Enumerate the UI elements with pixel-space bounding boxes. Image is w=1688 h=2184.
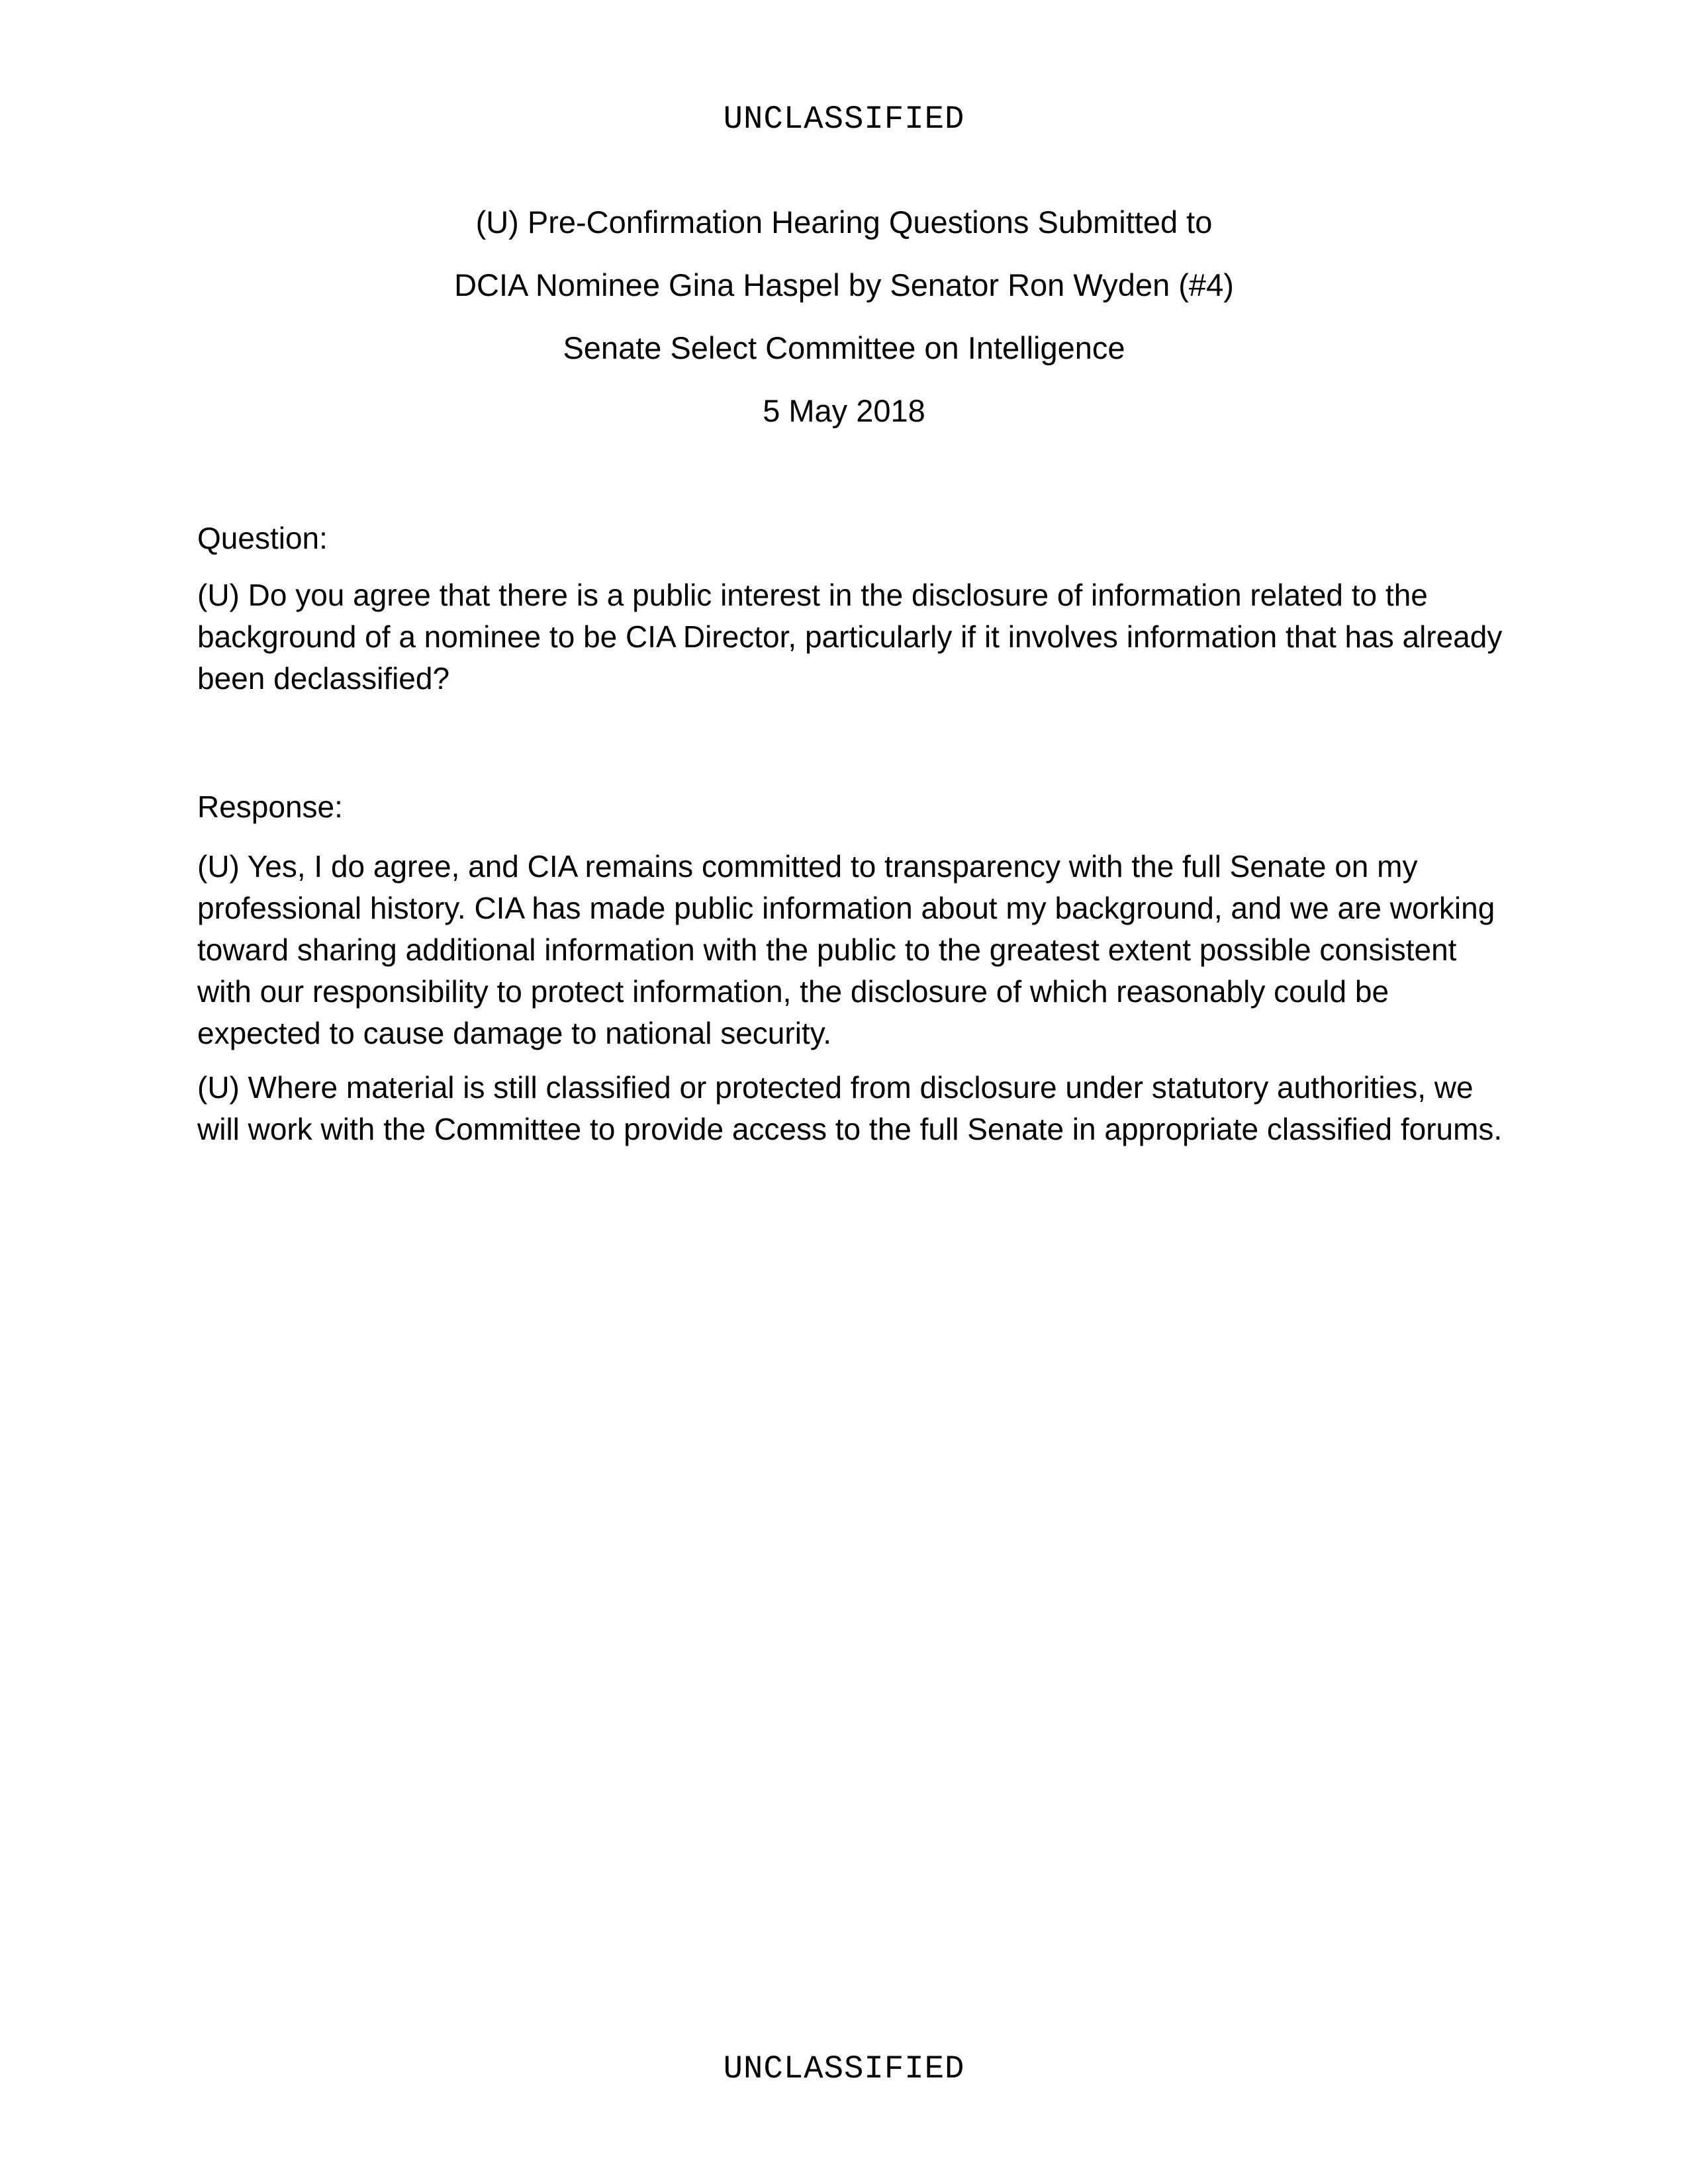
question-section-label bbox=[197, 518, 1515, 559]
response-paragraph-1: (U) Yes, I do agree, and CIA remains committed to transparency with the full Senate on my professional history. CIA has made public information about my background, and we are working toward sharing additional information with the public to the greatest extent possible consistent with our responsibility to protect information, the disclosure of which reasonably could be expected to cause damage to national security. bbox=[197, 849, 1495, 1050]
response-label: Response: bbox=[197, 790, 343, 824]
question-text: (U) Do you agree that there is a public interest in the disclosure of information related to the background of a nominee to be CIA Director, particularly if it involves information that has already been declassified? bbox=[197, 578, 1503, 696]
response-paragraph-2: (U) Where material is still classified or protected from disclosure under statutory authorities, we will work with the Committee to provide access to the full Senate in appropriate classified forums. bbox=[197, 1070, 1503, 1146]
title-line-2: DCIA Nominee Gina Haspel by Senator Ron Wyden (#4) bbox=[454, 267, 1234, 302]
response-section-continued bbox=[197, 1067, 1515, 1150]
question-section bbox=[197, 574, 1515, 700]
classification-header: UNCLASSIFIED bbox=[723, 101, 965, 138]
question-label: Question: bbox=[197, 521, 328, 555]
title-line-1: (U) Pre-Confirmation Hearing Questions Submitted to bbox=[475, 205, 1213, 240]
classification-footer: UNCLASSIFIED bbox=[723, 2050, 965, 2087]
title-line-3: Senate Select Committee on Intelligence bbox=[563, 330, 1125, 365]
title-line-4-date: 5 May 2018 bbox=[763, 393, 925, 428]
response-section bbox=[197, 846, 1515, 1054]
title-block bbox=[0, 191, 1688, 442]
response-section-label bbox=[197, 786, 1515, 828]
